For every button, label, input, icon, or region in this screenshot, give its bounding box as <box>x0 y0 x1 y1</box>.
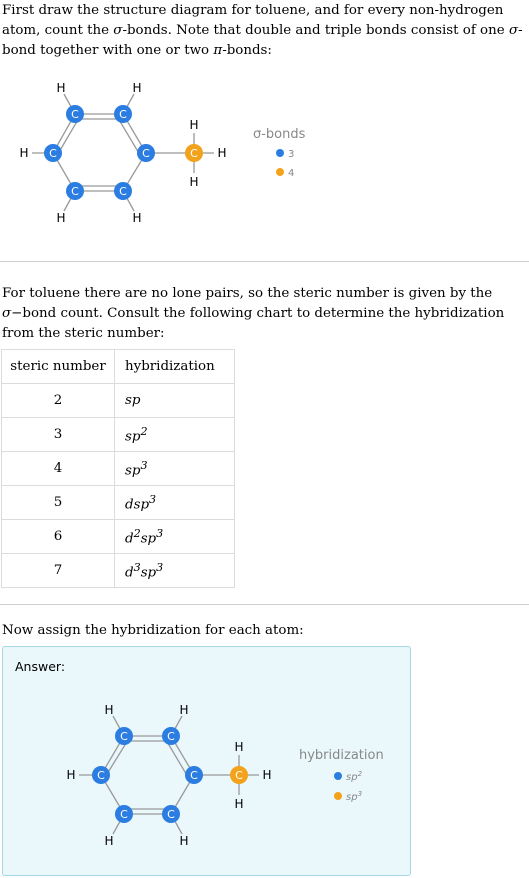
hybridization-legend <box>299 748 384 803</box>
carbon-label: C <box>167 730 175 743</box>
toluene-sigma-diagram <box>0 70 529 240</box>
legend-item-label: $sp^3$ <box>346 790 363 803</box>
legend-swatch <box>334 792 342 800</box>
intro-text-3: -bond together with one or two <box>2 23 523 58</box>
steric-cell: 4 <box>2 452 115 486</box>
hydrogen-label: H <box>56 211 66 225</box>
divider <box>0 261 529 262</box>
steric-cell: 7 <box>2 554 115 588</box>
steric-text-1: For toluene there are no lone pairs, so the steric number is given by the <box>2 286 493 301</box>
legend-swatch <box>276 149 284 157</box>
carbon-label: C <box>49 147 57 160</box>
steric-cell: 2 <box>2 384 115 418</box>
legend-swatch <box>334 772 342 780</box>
hybridization-cell: $d^2sp^3$ <box>115 520 235 554</box>
hybridization-cell: $sp^3$ <box>115 452 235 486</box>
hydrogen-label: H <box>19 146 29 160</box>
carbon-label: C <box>97 769 105 782</box>
carbon-label: C <box>167 808 175 821</box>
hydrogen-label: H <box>179 834 189 848</box>
hydrogen-label: H <box>132 81 142 95</box>
legend-title: σ-bonds <box>253 127 306 142</box>
table-row <box>2 452 235 486</box>
steric-cell: 5 <box>2 486 115 520</box>
table-row <box>2 418 235 452</box>
table-row <box>2 486 235 520</box>
carbon-label: C <box>71 108 79 121</box>
legend-swatch <box>276 168 284 176</box>
carbon-label: C <box>119 185 127 198</box>
table-row <box>2 554 235 588</box>
hydrogen-label: H <box>234 740 244 754</box>
table-row <box>2 520 235 554</box>
hydrogen-label: H <box>217 146 227 160</box>
hydrogen-label: H <box>56 81 66 95</box>
hybridization-cell: $d^3sp^3$ <box>115 554 235 588</box>
table-row <box>2 384 235 418</box>
assign-paragraph: Now assign the hybridization for each atom: <box>2 623 304 638</box>
answer-box <box>2 646 411 876</box>
steric-cell: 6 <box>2 520 115 554</box>
sigma-bonds-legend <box>253 127 306 179</box>
hydrogen-label: H <box>104 834 114 848</box>
divider <box>0 604 529 605</box>
hydrogen-label: H <box>189 118 199 132</box>
hybridization-cell: dsp$^3$ <box>115 486 235 520</box>
intro-paragraph <box>2 1 526 61</box>
table-header-row <box>2 350 235 384</box>
sigma-symbol: σ <box>113 23 123 38</box>
hydrogen-label: H <box>104 703 114 717</box>
intro-text-4: -bonds: <box>222 43 272 58</box>
intro-text-1: First draw the structure diagram for toluene, and for every non-hydrogen atom, count the <box>2 3 504 38</box>
sigma-symbol: σ <box>508 23 519 38</box>
hydrogen-label: H <box>262 768 272 782</box>
answer-label: Answer: <box>15 659 66 674</box>
carbon-label: C <box>190 147 198 160</box>
hydrogen-label: H <box>132 211 142 225</box>
hybridization-table <box>1 349 235 588</box>
legend-item-label: 3 <box>288 149 295 160</box>
carbon-label: C <box>142 147 150 160</box>
hybridization-cell: sp <box>115 384 235 418</box>
steric-cell: 3 <box>2 418 115 452</box>
carbon-label: C <box>235 769 243 782</box>
legend-item-label: 4 <box>288 168 295 179</box>
carbon-label: C <box>190 769 198 782</box>
steric-paragraph <box>2 284 526 344</box>
carbon-label: C <box>119 108 127 121</box>
carbon-label: C <box>71 185 79 198</box>
hybridization-cell: $sp^2$ <box>115 418 235 452</box>
hydrogen-label: H <box>66 768 76 782</box>
carbon-label: C <box>120 808 128 821</box>
sigma-symbol: σ <box>2 306 12 321</box>
hydrogen-label: H <box>234 797 244 811</box>
pi-symbol: π <box>213 43 223 58</box>
legend-title: hybridization <box>299 748 384 763</box>
carbon-label: C <box>120 730 128 743</box>
toluene-hybridization-diagram <box>3 647 410 875</box>
intro-text-2: -bonds. Note that double and triple bonds consist of one <box>122 23 509 38</box>
hydrogen-label: H <box>179 703 189 717</box>
column-header: steric number <box>2 350 115 384</box>
legend-item-label: $sp^2$ <box>346 770 363 783</box>
steric-text-2: −bond count. Consult the following chart to determine the hybridization from the steric number: <box>2 306 505 341</box>
column-header: hybridization <box>115 350 235 384</box>
hydrogen-label: H <box>189 175 199 189</box>
